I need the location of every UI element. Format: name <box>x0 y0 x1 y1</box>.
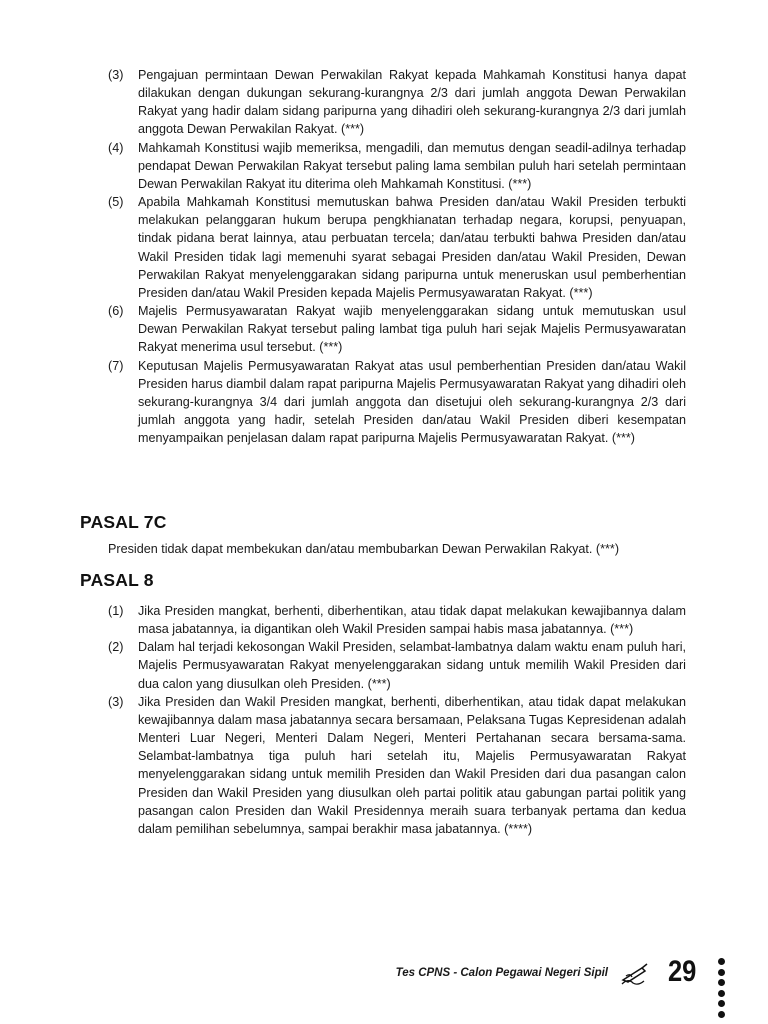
item-text: Keputusan Majelis Permusyawaratan Rakyat atas usul pemberhentian Presiden dan/atau Wakil Presiden harus diambil dalam rapat paripurna Majelis Permusyawaratan Rakyat yang dihadiri oleh sekurang-kurangnya 3/4 dari jumlah anggota dan disetujui oleh sekurang-kurangnya 2/3 dari jumlah anggota yang hadir, setelah Presiden dan/atau Wakil Presiden diberi kesempatan menyampaikan penjelasan dalam rapat paripurna Majelis Permusyawaratan Rakyat. (***) <box>138 358 686 446</box>
item-text: Pengajuan permintaan Dewan Perwakilan Rakyat kepada Mahkamah Konstitusi hanya dapat dilakukan dengan dukungan sekurang-kurangnya 2/3 dari jumlah anggota Dewan Perwakilan Rakyat yang hadir dalam sidang paripurna yang dihadiri oleh sekurang-kurangnya 2/3 dari jumlah anggota Dewan Perwakilan Rakyat. (***) <box>138 68 686 137</box>
dot <box>718 979 725 986</box>
pasal-8-heading: PASAL 8 <box>80 570 154 590</box>
item-number: (1) <box>108 604 124 618</box>
item-text: Mahkamah Konstitusi wajib memeriksa, mengadili, dan memutus dengan seadil-adilnya terhadap pendapat Dewan Perwakilan Rakyat tersebut paling lama sembilan puluh hari setelah permintaan Dewan Perwakilan Rakyat itu diterima oleh Mahkamah Konstitusi. (***) <box>138 140 686 191</box>
dot <box>718 1000 725 1007</box>
pasal-7c-text: Presiden tidak dapat membekukan dan/atau membubarkan Dewan Perwakilan Rakyat. (***) <box>108 542 620 556</box>
item-text: Jika Presiden dan Wakil Presiden mangkat, berhenti, diberhentikan, atau tidak dapat melakukan kewajibannya dalam masa jabatannya secara bersamaan, Pelaksana Tugas Kepresidenan adalah Menteri Luar Negeri, Menteri Dalam Negeri, Menteri Pertahanan secara bersama-sama. Selambat-lambatnya tiga puluh hari setelah itu, Majelis Permusyawaratan Rakyat menyelenggarakan sidang untuk memilih Presiden dan Wakil Presiden dari dua pasangan calon Presiden dan Wakil Presiden yang diusulkan oleh partai politik atau gabungan partai politik yang pasangan calon Presiden dan Wakil Presidennya meraih suara terbanyak pertama dan kedua dalam pemilihan sebelumnya, sampai berakhir masa jabatannya. (****) <box>138 694 686 836</box>
item-number: (3) <box>108 68 124 82</box>
item-text: Apabila Mahkamah Konstitusi memutuskan bahwa Presiden dan/atau Wakil Presiden terbukti melakukan pelanggaran hukum berupa pengkhianatan terhadap negara, korupsi, penyuapan, tindak pidana berat lainnya, atau perbuatan tercela; dan/atau terbukti bahwa Presiden dan/atau Wakil Presiden tidak lagi memenuhi syarat sebagai Presiden dan/atau Wakil Presiden, Dewan Perwakilan Rakyat menyelenggarakan sidang paripurna untuk meneruskan usul pemberhentian Presiden dan/atau Wakil Presiden kepada Majelis Permusyawaratan Rakyat. (***) <box>138 195 686 300</box>
item-number: (7) <box>108 358 124 373</box>
decorative-dots <box>718 958 728 1018</box>
list-item <box>108 139 686 193</box>
list-item <box>108 357 686 448</box>
footer-title: Tes CPNS - Calon Pegawai Negeri Sipil <box>395 967 608 979</box>
page-number: 29 <box>668 955 697 988</box>
list-item <box>108 638 686 692</box>
item-text: Majelis Permusyawaratan Rakyat wajib menyelenggarakan sidang untuk memutuskan usul Dewan Perwakilan Rakyat tersebut paling lambat tiga puluh hari sejak Majelis Permusyawaratan Rakyat menerima usul tersebut. (***) <box>138 304 686 355</box>
item-text: Jika Presiden mangkat, berhenti, diberhentikan, atau tidak dapat melakukan kewajibannya dalam masa jabatannya, ia digantikan oleh Wakil Presiden sampai habis masa jabatannya. (***) <box>138 604 686 637</box>
pasal-8-list <box>108 602 686 838</box>
item-number: (2) <box>108 640 124 655</box>
pasal-7c-heading: PASAL 7C <box>80 512 167 532</box>
item-number: (4) <box>108 140 124 155</box>
list-item <box>108 602 686 638</box>
list-item <box>108 302 686 356</box>
item-text: Dalam hal terjadi kekosongan Wakil Presiden, selambat-lambatnya dalam waktu enam puluh hari, Majelis Permusyawaratan Rakyat menyelenggarakan sidang untuk memilih Wakil Presiden dari dua calon yang diusulkan oleh Presiden. (***) <box>138 640 686 691</box>
list-item <box>108 193 686 302</box>
pasal-7b-list <box>108 66 686 447</box>
writing-hand-icon <box>620 962 650 986</box>
item-number: (3) <box>108 694 124 709</box>
item-number: (6) <box>108 304 124 319</box>
list-item <box>108 693 686 838</box>
dot <box>718 969 725 976</box>
item-number: (5) <box>108 195 124 210</box>
dot <box>718 990 725 997</box>
dot <box>718 1011 725 1018</box>
dot <box>718 958 725 965</box>
list-item <box>108 66 686 139</box>
